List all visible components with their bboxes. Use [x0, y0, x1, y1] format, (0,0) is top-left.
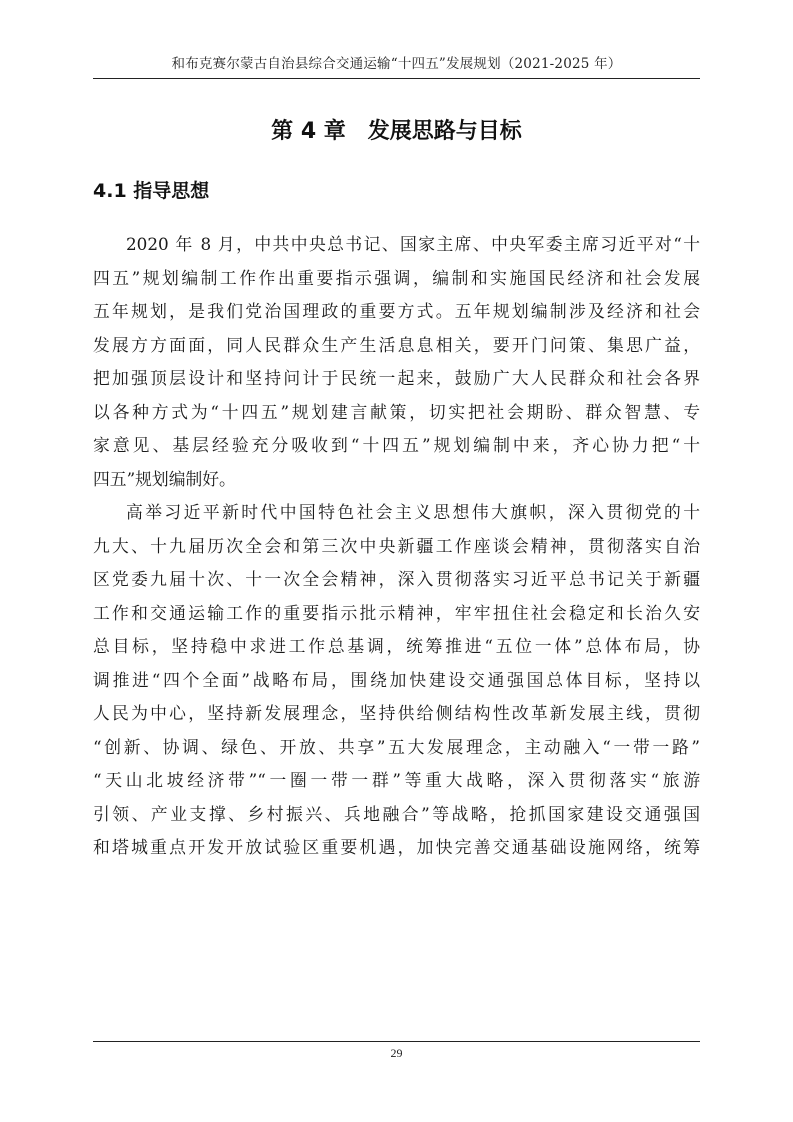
text-line: 把加强顶层设计和坚持问计于民统一起来，鼓励广大人民群众和社会各界	[93, 368, 700, 388]
paragraph-1	[93, 228, 700, 496]
page-header	[93, 44, 700, 79]
header-title: 和布克赛尔蒙古自治县综合交通运输“十四五”发展规划（2021-2025 年）	[171, 56, 622, 72]
text-line: 以各种方式为“十四五”规划建言献策，切实把社会期盼、群众智慧、专	[93, 401, 700, 422]
paragraph-2	[93, 496, 700, 865]
page-footer	[93, 1041, 700, 1061]
text-line: 发展方方面面，同人民群众生产生活息息相关，要开门问策、集思广益，	[93, 334, 700, 355]
text-line: 四五”规划编制好。	[93, 468, 236, 489]
text-line: 区党委九届十次、十一次全会精神，深入贯彻落实习近平总书记关于新疆	[93, 569, 700, 589]
section-title: 4.1 指导思想	[93, 180, 210, 202]
text-line: 九大、十九届历次全会和第三次中央新疆工作座谈会精神，贯彻落实自治	[93, 535, 700, 556]
text-line: 和塔城重点开发开放试验区重要机遇，加快完善交通基础设施网络，统筹	[93, 837, 700, 857]
chapter-title: 第 4 章 发展思路与目标	[271, 119, 522, 144]
text-line: 四五”规划编制工作作出重要指示强调，编制和实施国民经济和社会发展	[93, 267, 700, 288]
text-line: 引领、产业支撑、乡村振兴、兵地融合”等战略，抢抓国家建设交通强国	[93, 803, 700, 824]
page-number: 29	[390, 1046, 403, 1060]
text-line: 家意见、基层经验充分吸收到“十四五”规划编制中来，齐心协力把“十	[93, 435, 700, 455]
text-line: 五年规划，是我们党治国理政的重要方式。五年规划编制涉及经济和社会	[93, 301, 700, 321]
text-line: 调推进“四个全面”战略布局，围绕加快建设交通强国总体目标，坚持以	[93, 669, 700, 690]
text-line: 高举习近平新时代中国特色社会主义思想伟大旗帜，深入贯彻党的十	[126, 502, 700, 522]
text-line: 总目标，坚持稳中求进工作总基调，统筹推进“五位一体”总体布局，协	[93, 636, 700, 656]
text-line: 2020 年 8 月，中共中央总书记、国家主席、中央军委主席习近平对“十	[126, 234, 700, 254]
text-line: 工作和交通运输工作的重要指示批示精神，牢牢扭住社会稳定和长治久安	[93, 602, 700, 623]
text-line: “创新、协调、绿色、开放、共享”五大发展理念，主动融入“一带一路”	[93, 736, 700, 757]
text-line: “天山北坡经济带”“一圈一带一群”等重大战略，深入贯彻落实“旅游	[93, 770, 700, 790]
text-line: 人民为中心，坚持新发展理念，坚持供给侧结构性改革新发展主线，贯彻	[93, 703, 700, 723]
body-content	[93, 228, 700, 865]
